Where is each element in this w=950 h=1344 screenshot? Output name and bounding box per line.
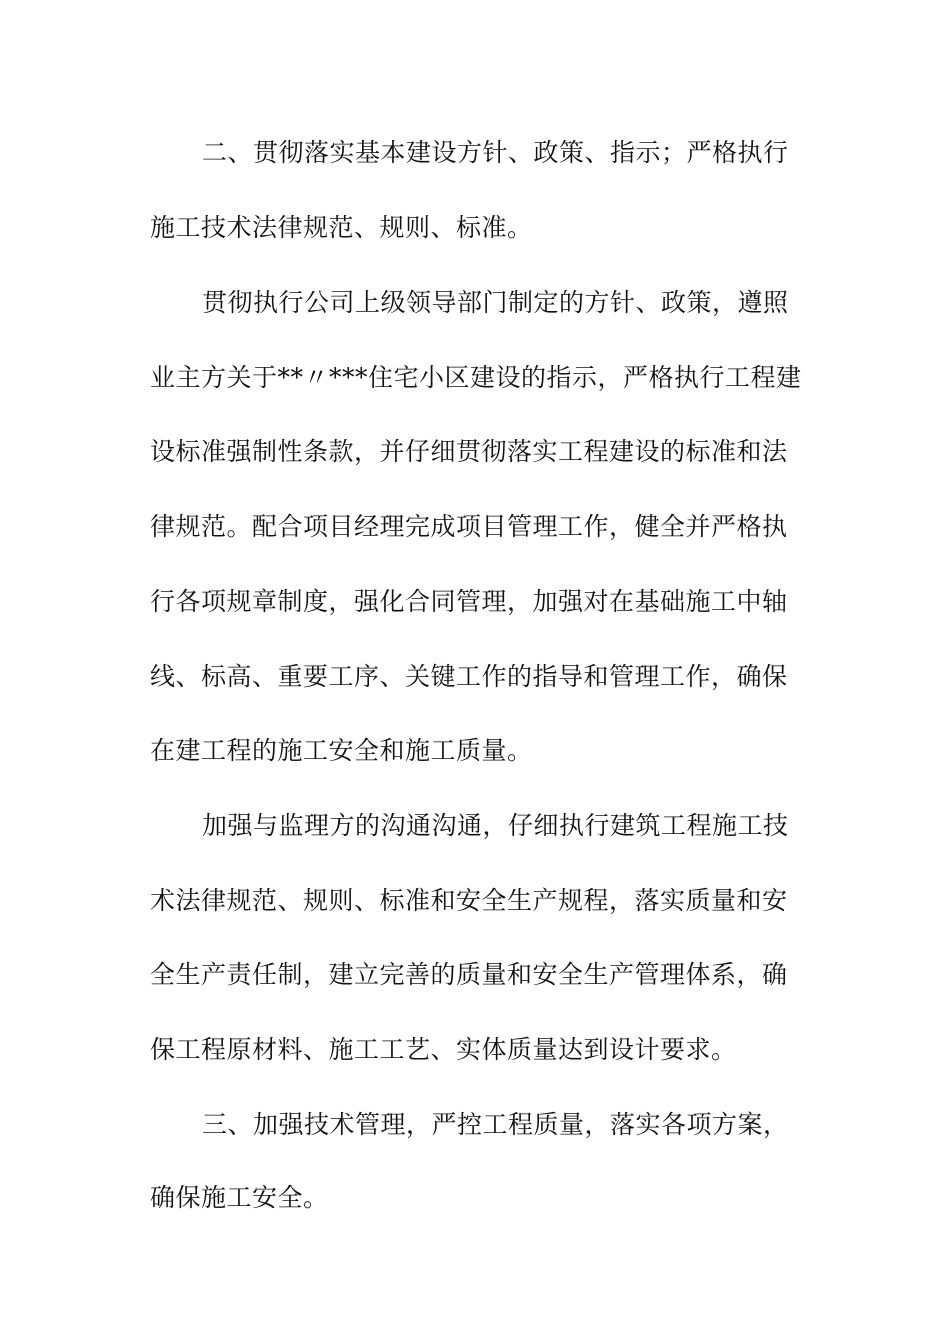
paragraph-1-line-3: 设标准强制性条款，并仔细贯彻落实工程建设的标准和法 xyxy=(150,437,788,466)
paragraph-1-line-5: 行各项规章制度，强化合同管理，加强对在基础施工中轴 xyxy=(150,587,788,616)
heading-section-three-line-2: 确保施工安全。 xyxy=(150,1183,329,1212)
paragraph-2-line-1: 加强与监理方的沟通沟通，仔细执行建筑工程施工技 xyxy=(202,811,789,840)
heading-section-three-line-1: 三、加强技术管理，严控工程质量，落实各项方案， xyxy=(202,1110,789,1139)
paragraph-1-line-6: 线、标高、重要工序、关键工作的指导和管理工作，确保 xyxy=(150,662,788,691)
paragraph-1-line-2: 业主方关于**〃***住宅小区建设的指示，严格执行工程建 xyxy=(150,363,802,392)
paragraph-1-line-7: 在建工程的施工安全和施工质量。 xyxy=(150,736,533,765)
heading-section-two-line-2: 施工技术法律规范、规则、标准。 xyxy=(150,213,533,242)
paragraph-2-line-4: 保工程原材料、施工工艺、实体质量达到设计要求。 xyxy=(150,1035,737,1064)
paragraph-1-line-4: 律规范。配合项目经理完成项目管理工作，健全并严格执 xyxy=(150,512,788,541)
paragraph-1-line-1: 贯彻执行公司上级领导部门制定的方针、政策，遵照 xyxy=(202,288,789,317)
paragraph-2-line-3: 全生产责任制，建立完善的质量和安全生产管理体系，确 xyxy=(150,960,788,989)
heading-section-two-line-1: 二、贯彻落实基本建设方针、政策、指示；严格执行 xyxy=(202,138,789,167)
paragraph-2-line-2: 术法律规范、规则、标准和安全生产规程，落实质量和安 xyxy=(150,886,788,915)
